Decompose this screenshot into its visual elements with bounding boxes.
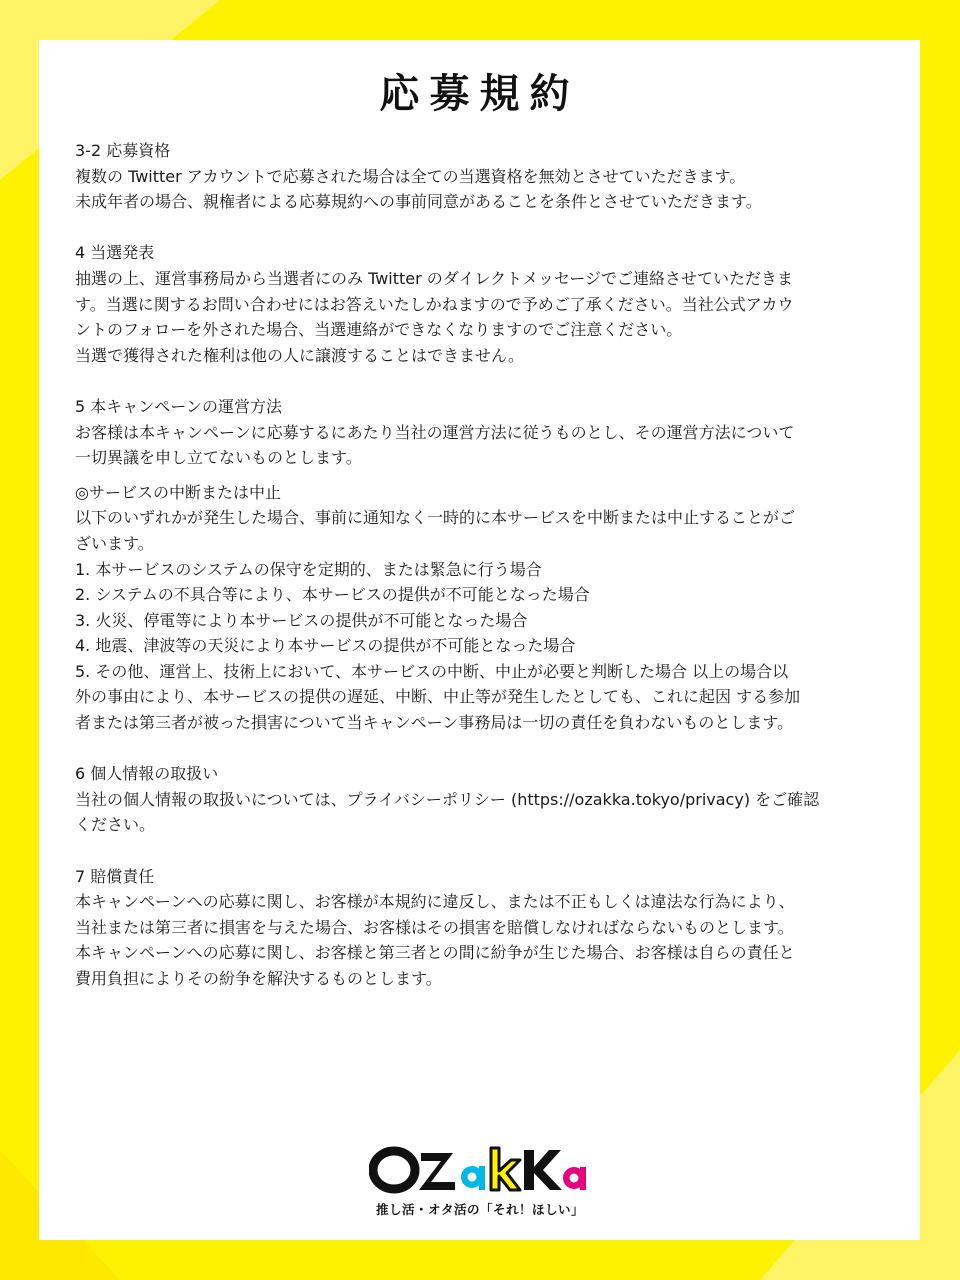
section-liability bbox=[75, 864, 890, 992]
list-item: 5. その他、運営上、技術上において、本サービスの中断、中止が必要と判断した場合 以上の場合以 bbox=[75, 661, 789, 681]
section-privacy bbox=[75, 761, 890, 838]
terms-card bbox=[39, 40, 920, 1240]
section-line: 当社または第三者に損害を与えた場合、お客様はその損害を賠償しなければならないものとします。 bbox=[75, 917, 794, 937]
section-line: 未成年者の場合、親権者による応募規約への事前同意があることを条件とさせていただきます。 bbox=[75, 192, 762, 212]
section-heading: 5 本キャンペーンの運営方法 bbox=[75, 396, 282, 416]
terms-body bbox=[75, 138, 890, 1017]
section-heading: 7 賠償責任 bbox=[75, 866, 155, 886]
ozakka-logo-mark bbox=[369, 1140, 591, 1196]
list-item: 2. システムの不具合等により、本サービスの提供が不可能となった場合 bbox=[75, 585, 590, 605]
section-line: 当選で獲得された権利は他の人に譲渡することはできません。 bbox=[75, 345, 524, 365]
section-line: 当社の個人情報の取扱いについては、プライバシーポリシー (https://ozakka.tokyo/privacy) をご確認 bbox=[75, 789, 820, 809]
section-line: ください。 bbox=[75, 815, 156, 835]
section-heading: 6 個人情報の取扱い bbox=[75, 764, 219, 784]
logo-tagline: 推し活・オタ活の「それ！ほしい」 bbox=[375, 1202, 584, 1217]
section-line: ざいます。 bbox=[75, 533, 154, 553]
section-line: 一切異議を申し立てないものとします。 bbox=[75, 448, 362, 468]
section-line: 費用負担によりその紛争を解決するものとします。 bbox=[75, 969, 442, 988]
list-item: 3. 火災、停電等により本サービスの提供が不可能となった場合 bbox=[75, 610, 528, 630]
section-line: 外の事由により、本サービスの提供の遅延、中断、中止等が発生したとしても、これに起因 する参加 bbox=[75, 687, 801, 707]
page-title: 応募規約 bbox=[379, 71, 580, 117]
list-item: 1. 本サービスのシステムの保守を定期的、または緊急に行う場合 bbox=[75, 559, 542, 579]
section-line: 抽選の上、運営事務局から当選者にのみ Twitter のダイレクトメッセージでご連絡させていただきま bbox=[75, 268, 794, 288]
section-line: 者または第三者が被った損害について当キャンペーン事務局は一切の責任を負わないものとします。 bbox=[75, 713, 794, 733]
section-service-suspension bbox=[75, 480, 890, 736]
section-line: す。当選に関するお問い合わせにはお答えいたしかねますので予めご了承ください。当社公式アカウ bbox=[75, 294, 794, 314]
section-line: ントのフォローを外された場合、当選連絡ができなくなりますのでご注意ください。 bbox=[75, 320, 683, 340]
section-eligibility bbox=[75, 138, 890, 215]
section-campaign-operation bbox=[75, 394, 890, 471]
section-line: お客様は本キャンペーンに応募するにあたり当社の運営方法に従うものとし、その運営方法について bbox=[75, 422, 795, 442]
list-item: 4. 地震、津波等の天災により本サービスの提供が不可能となった場合 bbox=[75, 636, 576, 656]
section-heading: 3-2 応募資格 bbox=[75, 141, 171, 160]
section-line: 本キャンペーンへの応募に関し、お客様が本規約に違反し、または不正もしくは違法な行為により、 bbox=[75, 892, 795, 912]
section-line: 以下のいずれかが発生した場合、事前に通知なく一時的に本サービスを中断または中止することがご bbox=[75, 508, 796, 528]
section-heading: ◎サービスの中断または中止 bbox=[75, 482, 281, 502]
ozakka-logo bbox=[369, 1140, 591, 1220]
section-heading: 4 当選発表 bbox=[75, 243, 155, 263]
section-winner-announcement bbox=[75, 240, 890, 368]
section-line: 複数の Twitter アカウントで応募された場合は全ての当選資格を無効とさせていただきます。 bbox=[75, 166, 746, 186]
section-line: 本キャンペーンへの応募に関し、お客様と第三者との間に紛争が生じた場合、お客様は自らの責任と bbox=[75, 943, 795, 963]
